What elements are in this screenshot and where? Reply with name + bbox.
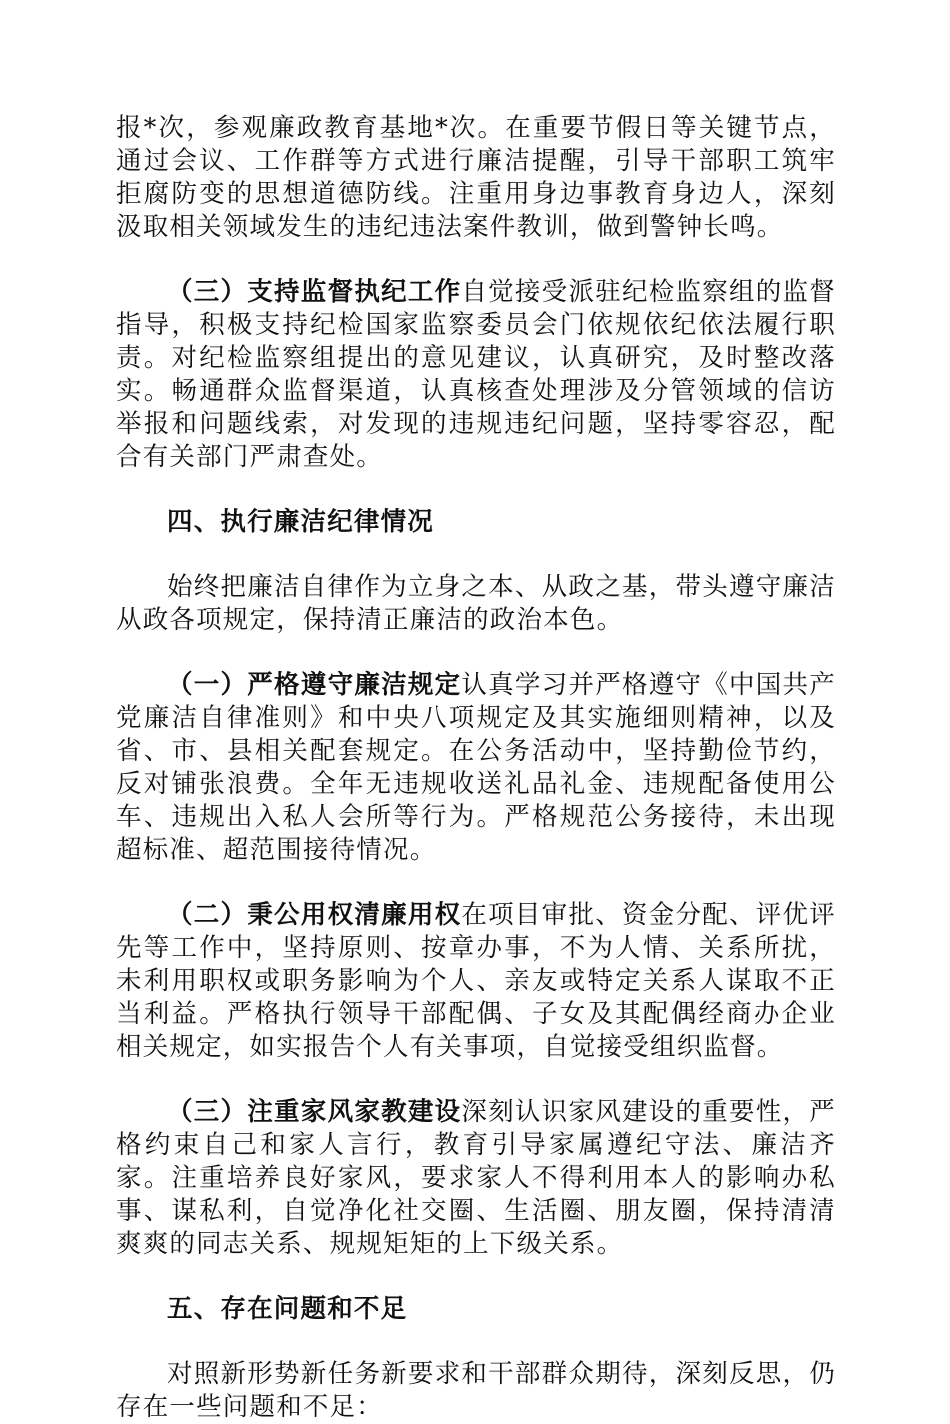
subsection-body-obey-integrity-rules: 认真学习并严格遵守《中国共产党廉洁自律准则》和中央八项规定及其实施细则精神，以及省、市、县相关配套规定。在公务活动中，坚持勤俭节约，反对铺张浪费。全年无违规收送礼品礼金、违规配备使用公车、违规出入私人会所等行为。严格规范公务接待，未出现超标准、超范围接待情况。 [116,670,836,865]
section-heading-integrity-discipline: 四、执行廉洁纪律情况 [167,507,435,537]
paragraph-family-tradition [116,1096,836,1261]
document-page [116,112,836,1424]
paragraph-support-supervision [116,276,836,474]
section-heading-problems: 五、存在问题和不足 [167,1294,408,1324]
subsection-title-family-tradition: （三）注重家风家教建设 [167,1097,462,1127]
subsection-title-obey-integrity-rules: （一）严格遵守廉洁规定 [167,670,462,700]
subsection-body-use-power-honestly: 在项目审批、资金分配、评优评先等工作中，坚持原则、按章办事，不为人情、关系所扰，未利用职权或职务影响为个人、亲友或特定关系人谋取不正当利益。严格执行领导干部配偶、子女及其配偶经商办企业相关规定，如实报告个人有关事项，自觉接受组织监督。 [116,900,836,1062]
subsection-body-support-supervision: 自觉接受派驻纪检监察组的监督指导，积极支持纪检国家监察委员会门依规依纪依法履行职责。对纪检监察组提出的意见建议，认真研究，及时整改落实。畅通群众监督渠道，认真核查处理涉及分管领域的信访举报和问题线索，对发现的违规违纪问题，坚持零容忍，配合有关部门严肃查处。 [116,277,836,472]
subsection-title-use-power-honestly: （二）秉公用权清廉用权 [167,900,462,930]
subsection-body-family-tradition: 深刻认识家风建设的重要性，严格约束自己和家人言行，教育引导家属遵纪守法、廉洁齐家。注重培养良好家风，要求家人不得利用本人的影响办私事、谋私利，自觉净化社交圈、生活圈、朋友圈，保持清清爽爽的同志关系、规规矩矩的上下级关系。 [116,1097,836,1259]
paragraph-education-reminders: 报*次，参观廉政教育基地*次。在重要节假日等关键节点，通过会议、工作群等方式进行廉洁提醒，引导干部职工筑牢拒腐防变的思想道德防线。注重用身边事教育身边人，深刻汲取相关领域发生的违纪违法案件教训，做到警钟长鸣。 [116,113,836,242]
paragraph-use-power-honestly [116,899,836,1064]
subsection-title-support-supervision: （三）支持监督执纪工作 [167,277,462,307]
paragraph-problems-intro: 对照新形势新任务新要求和干部群众期待，深刻反思，仍存在一些问题和不足： [116,1359,836,1422]
paragraph-integrity-intro: 始终把廉洁自律作为立身之本、从政之基，带头遵守廉洁从政各项规定，保持清正廉洁的政治本色。 [116,572,836,635]
paragraph-obey-integrity-rules [116,669,836,867]
